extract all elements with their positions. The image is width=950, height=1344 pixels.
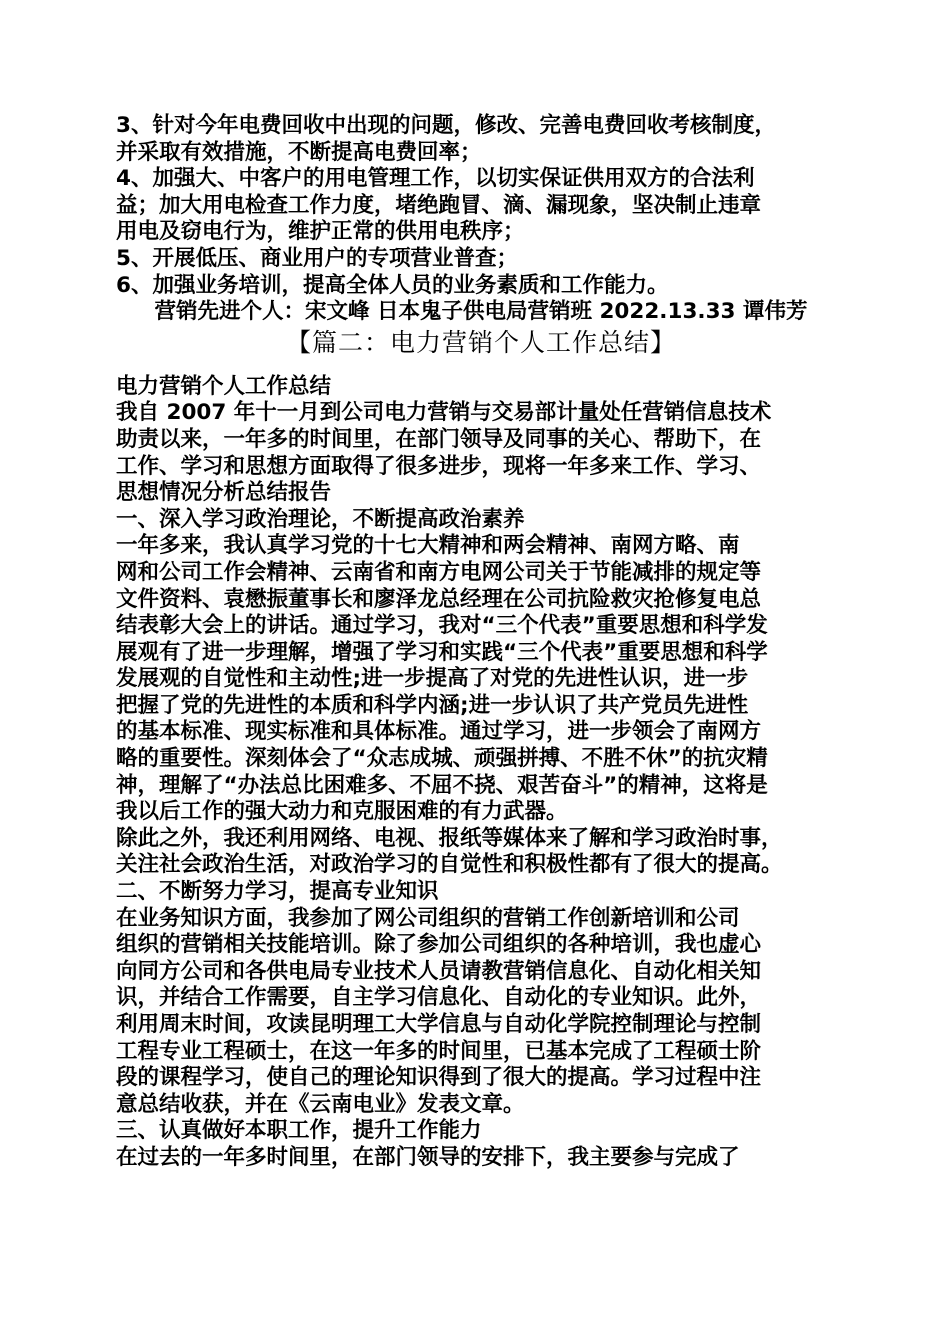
text-line: 一、深入学习政治理论，不断提高政治素养 [116,506,525,532]
text-line: 文件资料、袁懋振董事长和廖泽龙总经理在公司抗险救灾抢修复电总 [116,586,762,612]
text-line: 神，理解了“办法总比困难多、不屈不挠、艰苦奋斗”的精神，这将是 [116,772,768,798]
text-line: 结表彰大会上的讲话。通过学习，我对“三个代表”重要思想和科学发 [116,613,768,639]
signature-line: 营销先进个人：宋文峰 日本鬼子供电局营销班 2022.13.33 谭伟芳 [154,299,808,325]
text-line: 4、加强大、中客户的用电管理工作，以切实保证供用双方的合法利 [116,166,755,192]
text-line: 识，并结合工作需要，自主学习信息化、自动化的专业知识。此外， [116,985,762,1011]
text-line: 在过去的一年多时间里，在部门领导的安排下，我主要参与完成了 [116,1144,740,1170]
text-line: 网和公司工作会精神、云南省和南方电网公司关于节能减排的规定等 [116,559,762,585]
text-line: 5、开展低压、商业用户的专项营业普查； [116,245,518,271]
body-paragraphs [116,374,846,1172]
text-line: 一年多来，我认真学习党的十七大精神和两会精神、南网方略、南 [116,533,740,559]
text-line: 我自 2007 年十一月到公司电力营销与交易部计量处任营销信息技术 [116,400,772,426]
document-page [116,113,846,1172]
text-line: 二、不断努力学习，提高专业知识 [116,879,439,905]
section-title: 【篇二：电力营销个人工作总结】 [285,327,676,357]
text-line: 关注社会政治生活，对政治学习的自觉性和积极性都有了很大的提高。 [116,852,783,878]
text-line: 把握了党的先进性的本质和科学内涵;进一步认识了共产党员先进性 [116,692,749,718]
text-line: 略的重要性。深刻体会了“众志成城、顽强拼搏、不胜不休”的抗灾精 [116,746,768,772]
text-line: 3、针对今年电费回收中出现的问题，修改、完善电费回收考核制度， [116,113,776,138]
text-line: 助责以来，一年多的时间里，在部门领导及同事的关心、帮助下，在 [116,426,762,452]
text-line: 我以后工作的强大动力和克服困难的有力武器。 [116,799,568,825]
text-line: 电力营销个人工作总结 [116,373,332,399]
text-line: 用电及窃电行为，维护正常的供用电秩序； [116,219,525,245]
text-line: 利用周末时间，攻读昆明理工大学信息与自动化学院控制理论与控制 [116,1012,762,1037]
text-line: 组织的营销相关技能培训。除了参加公司组织的各种培训，我也虚心 [116,932,762,958]
text-line: 发展观的自觉性和主动性;进一步提高了对党的先进性认识，进一步 [116,666,749,692]
text-line: 工作、学习和思想方面取得了很多进步，现将一年多来工作、学习、 [116,453,762,479]
text-line: 展观有了进一步理解，增强了学习和实践“三个代表”重要思想和科学 [116,639,768,665]
text-line: 段的课程学习，使自己的理论知识得到了很大的提高。学习过程中注 [116,1065,762,1091]
text-line: 在业务知识方面，我参加了网公司组织的营销工作创新培训和公司 [116,905,740,931]
text-line: 并采取有效措施，不断提高电费回率； [116,139,482,165]
text-line: 除此之外，我还利用网络、电视、报纸等媒体来了解和学习政治时事， [116,825,783,851]
text-line: 益；加大用电检查工作力度，堵绝跑冒、滴、漏现象，坚决制止违章 [116,192,762,218]
text-line: 意总结收获，并在《云南电业》发表文章。 [116,1091,525,1117]
text-line: 的基本标准、现实标准和具体标准。通过学习，进一步领会了南网方 [116,719,762,745]
text-line: 向同方公司和各供电局专业技术人员请教营销信息化、自动化相关知 [116,958,762,984]
text-line: 6、加强业务培训，提高全体人员的业务素质和工作能力。 [116,272,669,298]
top-paragraphs [116,113,846,299]
text-line: 思想情况分析总结报告 [116,480,332,506]
text-line: 三、认真做好本职工作，提升工作能力 [116,1118,482,1144]
text-line: 工程专业工程硕士，在这一年多的时间里，已基本完成了工程硕士阶 [116,1038,762,1064]
